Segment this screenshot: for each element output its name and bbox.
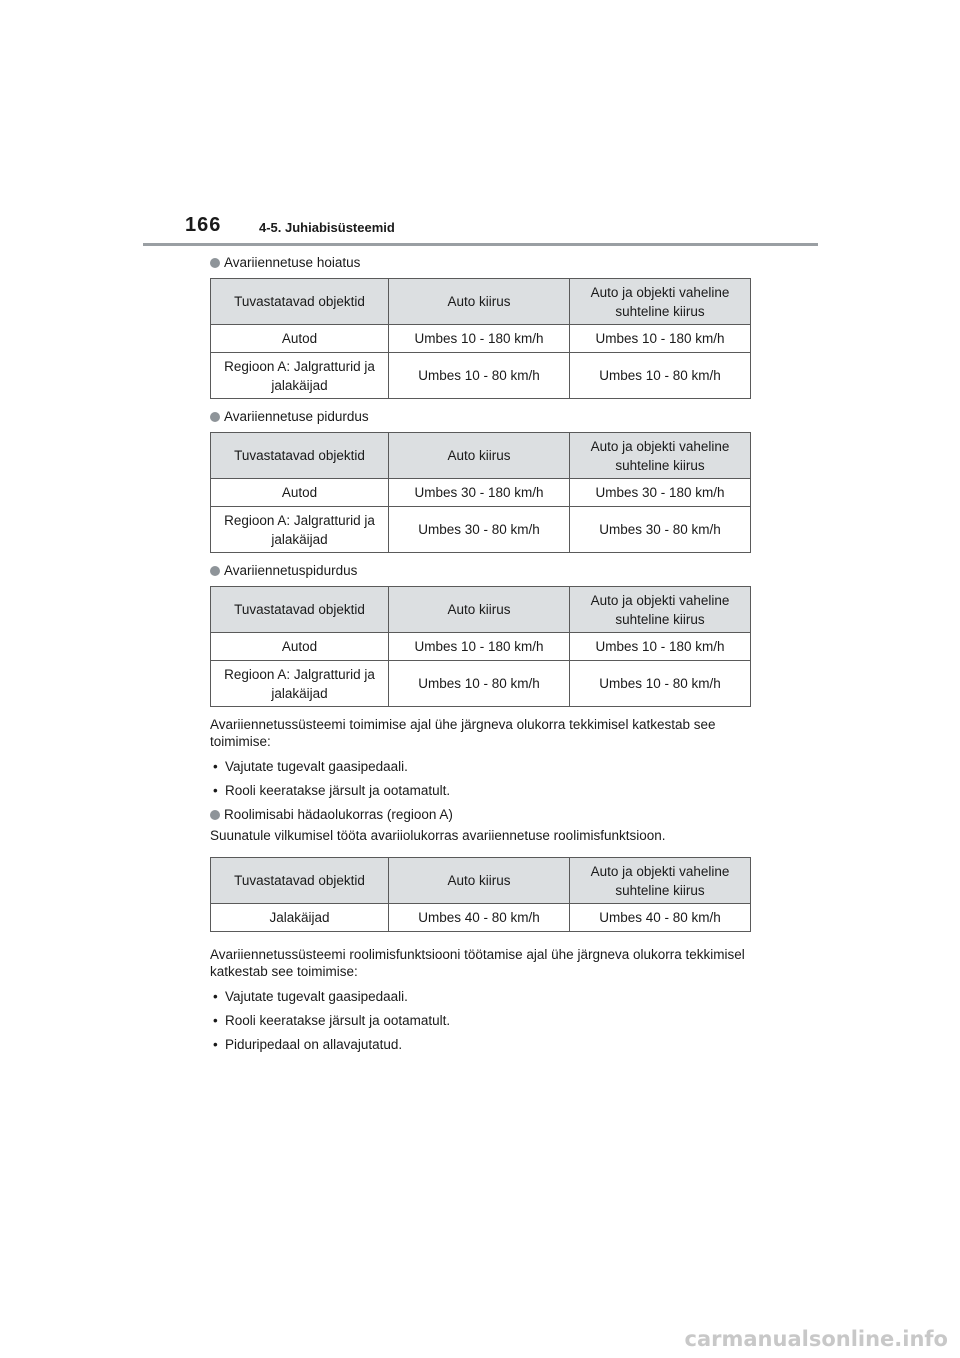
table-cell: Umbes 30 - 80 km/h: [389, 507, 570, 553]
spec-table: [210, 278, 751, 399]
table-cell: Umbes 30 - 180 km/h: [389, 479, 570, 507]
list-item: • Piduripedaal on allavajutatud.: [213, 1037, 403, 1052]
chapter-title: 4-5. Juhiabisüsteemid: [259, 220, 395, 235]
table-row: [211, 507, 751, 553]
table-cell: Umbes 10 - 180 km/h: [389, 633, 570, 661]
table-row: [211, 904, 751, 932]
header-rule: [143, 243, 818, 246]
column-header: Tuvastatavad objektid: [211, 279, 389, 325]
column-header: Auto ja objekti vaheline suhteline kiirus: [570, 433, 751, 479]
table-cell: Regioon A: Jalgratturid ja jalakäijad: [211, 507, 389, 553]
bullet-circle-icon: [210, 258, 220, 268]
table-cell: Umbes 40 - 80 km/h: [570, 904, 751, 932]
page-content: [210, 254, 750, 1060]
section-heading-text: Roolimisabi hädaolukorras (regioon A): [224, 807, 453, 822]
table-row: [211, 633, 751, 661]
column-header: Tuvastatavad objektid: [211, 587, 389, 633]
section-heading: [210, 806, 750, 823]
column-header: Auto kiirus: [389, 433, 570, 479]
table-cell: Umbes 40 - 80 km/h: [389, 904, 570, 932]
table-cell: Umbes 30 - 80 km/h: [570, 507, 751, 553]
table-header-row: [211, 433, 751, 479]
section-heading-text: Avariiennetuspidurdus: [224, 563, 358, 578]
section-heading: [210, 562, 750, 579]
section-heading-text: Avariiennetuse pidurdus: [224, 409, 369, 424]
table-cell: Umbes 10 - 80 km/h: [570, 661, 751, 707]
column-header: Auto ja objekti vaheline suhteline kiirus: [570, 858, 751, 904]
bullet-circle-icon: [210, 412, 220, 422]
table-cell: Umbes 10 - 80 km/h: [389, 661, 570, 707]
table-cell: Autod: [211, 325, 389, 353]
table-row: [211, 353, 751, 399]
list-item: • Rooli keeratakse järsult ja ootamatult.: [213, 783, 451, 798]
table-cell: Autod: [211, 479, 389, 507]
section-heading: [210, 408, 750, 425]
table-row: [211, 661, 751, 707]
table-header-row: [211, 587, 751, 633]
table-cell: Regioon A: Jalgratturid ja jalakäijad: [211, 353, 389, 399]
list-item: • Vajutate tugevalt gaasipedaali.: [213, 759, 408, 774]
table-row: [211, 479, 751, 507]
table-cell: Autod: [211, 633, 389, 661]
section-heading-text: Avariiennetuse hoiatus: [224, 255, 361, 270]
body-paragraph: Suunatule vilkumisel tööta avariiolukorras avariiennetuse roolimisfunktsioon.: [210, 828, 666, 843]
table-header-row: [211, 279, 751, 325]
table-cell: Umbes 10 - 180 km/h: [570, 633, 751, 661]
list-item: • Rooli keeratakse järsult ja ootamatult.: [213, 1013, 451, 1028]
table-cell: Umbes 10 - 80 km/h: [389, 353, 570, 399]
table-cell: Umbes 30 - 180 km/h: [570, 479, 751, 507]
page-number: 166: [185, 214, 222, 236]
table-cell: Umbes 10 - 80 km/h: [570, 353, 751, 399]
table-cell: Umbes 10 - 180 km/h: [389, 325, 570, 353]
spec-table: [210, 586, 751, 707]
column-header: Tuvastatavad objektid: [211, 433, 389, 479]
list-item: • Vajutate tugevalt gaasipedaali.: [213, 989, 408, 1004]
bullet-circle-icon: [210, 810, 220, 820]
table-cell: Jalakäijad: [211, 904, 389, 932]
table-cell: Regioon A: Jalgratturid ja jalakäijad: [211, 661, 389, 707]
column-header: Auto kiirus: [389, 279, 570, 325]
column-header: Auto kiirus: [389, 587, 570, 633]
table-cell: Umbes 10 - 180 km/h: [570, 325, 751, 353]
bullet-circle-icon: [210, 566, 220, 576]
spec-table: [210, 857, 751, 932]
watermark-text: carmanualsonline.info: [684, 1327, 948, 1351]
spec-table: [210, 432, 751, 553]
table-row: [211, 325, 751, 353]
body-paragraph: Avariiennetussüsteemi toimimise ajal ühe järgneva olukorra tekkimisel katkestab see toimimise:: [210, 717, 716, 749]
column-header: Auto kiirus: [389, 858, 570, 904]
column-header: Tuvastatavad objektid: [211, 858, 389, 904]
body-paragraph: Avariiennetussüsteemi roolimisfunktsiooni töötamise ajal ühe järgneva olukorra tekkimisel katkestab see toimimise:: [210, 947, 745, 979]
table-header-row: [211, 858, 751, 904]
column-header: Auto ja objekti vaheline suhteline kiirus: [570, 587, 751, 633]
column-header: Auto ja objekti vaheline suhteline kiirus: [570, 279, 751, 325]
section-heading: [210, 254, 750, 271]
